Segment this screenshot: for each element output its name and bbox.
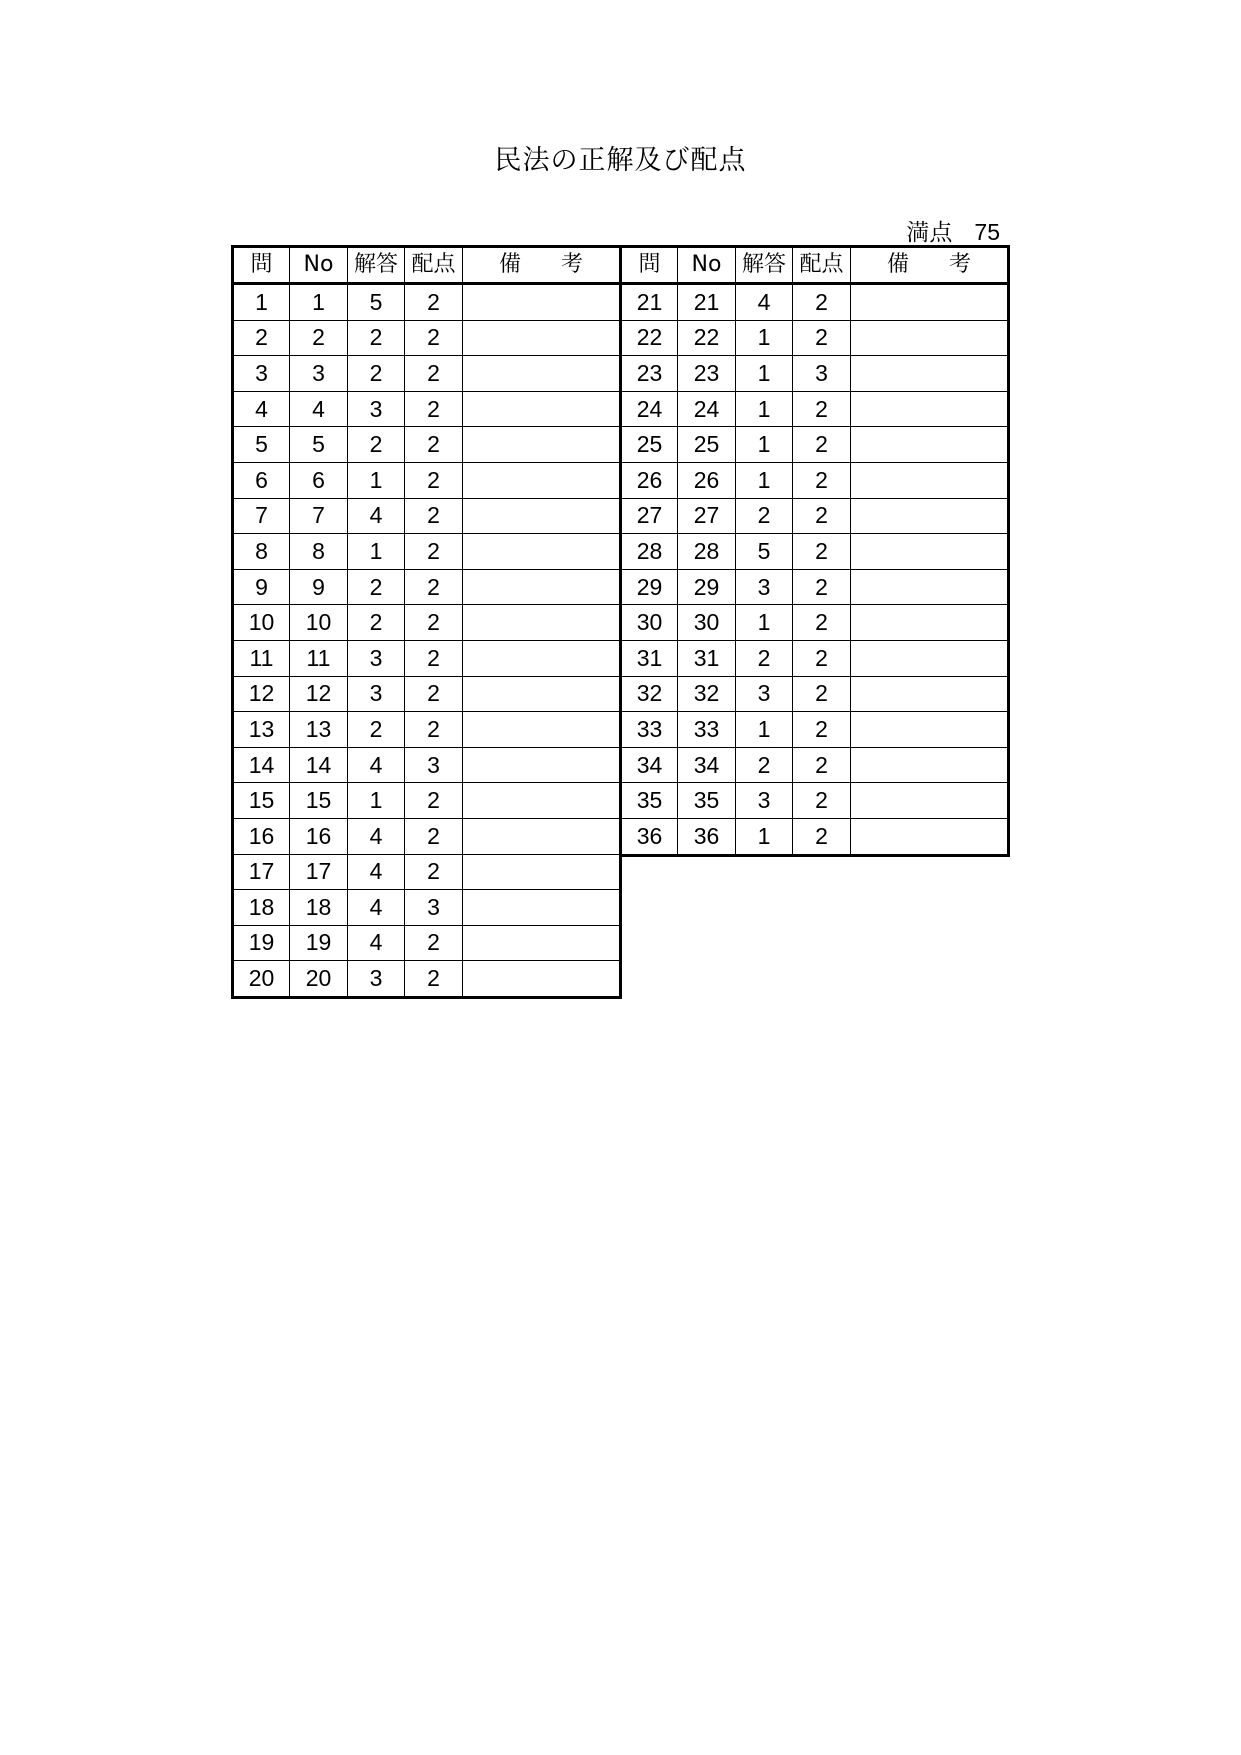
cell-points: 2 (793, 676, 851, 712)
cell-remarks (851, 783, 1009, 819)
cell-remarks (463, 605, 621, 641)
cell-question: 18 (233, 890, 290, 926)
cell-question: 10 (233, 605, 290, 641)
cell-no: 17 (290, 854, 348, 890)
cell-answer: 2 (348, 712, 405, 748)
cell-no: 30 (678, 605, 736, 641)
table-row (621, 427, 1009, 463)
cell-points: 2 (405, 605, 463, 641)
cell-question: 28 (621, 534, 678, 570)
cell-question: 32 (621, 676, 678, 712)
table-row (233, 569, 621, 605)
cell-no: 1 (290, 284, 348, 321)
cell-question: 13 (233, 712, 290, 748)
table-row (233, 320, 621, 356)
cell-answer: 4 (348, 818, 405, 854)
cell-question: 33 (621, 712, 678, 748)
cell-answer: 1 (348, 783, 405, 819)
cell-points: 2 (405, 356, 463, 392)
header-question: 問 (233, 247, 290, 284)
header-no: No (678, 247, 736, 284)
cell-question: 31 (621, 640, 678, 676)
cell-points: 2 (405, 284, 463, 321)
table-row (621, 534, 1009, 570)
table-row (233, 605, 621, 641)
cell-answer: 1 (348, 462, 405, 498)
cell-answer: 1 (736, 462, 793, 498)
cell-no: 4 (290, 391, 348, 427)
cell-points: 2 (793, 783, 851, 819)
full-score-value: 75 (974, 219, 1000, 245)
cell-remarks (463, 391, 621, 427)
table-row (233, 640, 621, 676)
cell-question: 6 (233, 462, 290, 498)
cell-no: 26 (678, 462, 736, 498)
cell-answer: 2 (348, 320, 405, 356)
cell-points: 2 (405, 320, 463, 356)
cell-points: 2 (405, 391, 463, 427)
cell-answer: 3 (348, 961, 405, 998)
cell-no: 6 (290, 462, 348, 498)
cell-answer: 2 (348, 427, 405, 463)
cell-answer: 3 (736, 569, 793, 605)
cell-answer: 1 (736, 356, 793, 392)
cell-no: 11 (290, 640, 348, 676)
cell-question: 11 (233, 640, 290, 676)
cell-no: 15 (290, 783, 348, 819)
cell-question: 14 (233, 747, 290, 783)
cell-answer: 4 (348, 854, 405, 890)
table-row (621, 498, 1009, 534)
cell-no: 3 (290, 356, 348, 392)
cell-points: 2 (793, 498, 851, 534)
table-row (621, 783, 1009, 819)
cell-points: 2 (793, 569, 851, 605)
cell-points: 2 (793, 427, 851, 463)
cell-points: 2 (405, 427, 463, 463)
cell-answer: 1 (736, 818, 793, 855)
table-row (233, 356, 621, 392)
cell-answer: 1 (736, 712, 793, 748)
table-row (233, 534, 621, 570)
cell-question: 21 (621, 284, 678, 321)
cell-question: 15 (233, 783, 290, 819)
cell-question: 9 (233, 569, 290, 605)
cell-remarks (851, 818, 1009, 855)
cell-question: 27 (621, 498, 678, 534)
cell-answer: 4 (736, 284, 793, 321)
cell-remarks (851, 320, 1009, 356)
table-row (233, 391, 621, 427)
cell-answer: 4 (348, 890, 405, 926)
cell-answer: 1 (736, 320, 793, 356)
cell-remarks (851, 605, 1009, 641)
cell-points: 2 (793, 284, 851, 321)
table-row (233, 462, 621, 498)
cell-points: 2 (405, 961, 463, 998)
cell-remarks (463, 854, 621, 890)
table-row (621, 605, 1009, 641)
full-score (906, 214, 1000, 247)
cell-question: 24 (621, 391, 678, 427)
cell-remarks (463, 356, 621, 392)
table-row (621, 676, 1009, 712)
cell-remarks (463, 676, 621, 712)
cell-answer: 1 (736, 427, 793, 463)
table-row (233, 961, 621, 998)
table-row (621, 818, 1009, 855)
cell-remarks (463, 284, 621, 321)
cell-answer: 4 (348, 498, 405, 534)
cell-remarks (851, 427, 1009, 463)
cell-answer: 1 (348, 534, 405, 570)
cell-remarks (851, 640, 1009, 676)
cell-answer: 5 (348, 284, 405, 321)
table-header-row (233, 247, 621, 284)
cell-question: 12 (233, 676, 290, 712)
header-remarks (463, 247, 621, 284)
cell-no: 32 (678, 676, 736, 712)
table-row (621, 712, 1009, 748)
answer-table-left (231, 245, 622, 999)
table-row (621, 284, 1009, 321)
table-row (233, 676, 621, 712)
cell-remarks (463, 320, 621, 356)
cell-remarks (463, 462, 621, 498)
header-answer: 解答 (736, 247, 793, 284)
cell-remarks (851, 712, 1009, 748)
cell-no: 13 (290, 712, 348, 748)
cell-remarks (463, 818, 621, 854)
cell-points: 3 (405, 890, 463, 926)
cell-no: 19 (290, 925, 348, 961)
cell-points: 2 (793, 534, 851, 570)
cell-remarks (851, 284, 1009, 321)
cell-remarks (851, 676, 1009, 712)
cell-points: 2 (793, 605, 851, 641)
cell-remarks (463, 534, 621, 570)
table-row (233, 284, 621, 321)
cell-question: 7 (233, 498, 290, 534)
cell-question: 8 (233, 534, 290, 570)
cell-no: 25 (678, 427, 736, 463)
cell-points: 2 (405, 854, 463, 890)
answer-table-right (619, 245, 1010, 857)
cell-points: 2 (793, 640, 851, 676)
cell-points: 2 (405, 676, 463, 712)
cell-no: 34 (678, 747, 736, 783)
cell-remarks (463, 498, 621, 534)
cell-no: 36 (678, 818, 736, 855)
cell-question: 35 (621, 783, 678, 819)
header-points: 配点 (405, 247, 463, 284)
table-row (233, 818, 621, 854)
table-row (621, 640, 1009, 676)
table-header-row (621, 247, 1009, 284)
cell-answer: 2 (736, 747, 793, 783)
cell-question: 20 (233, 961, 290, 998)
header-question: 問 (621, 247, 678, 284)
cell-answer: 5 (736, 534, 793, 570)
cell-no: 7 (290, 498, 348, 534)
cell-question: 36 (621, 818, 678, 855)
cell-points: 2 (405, 925, 463, 961)
cell-question: 19 (233, 925, 290, 961)
cell-question: 34 (621, 747, 678, 783)
cell-answer: 3 (348, 676, 405, 712)
cell-question: 30 (621, 605, 678, 641)
cell-points: 2 (793, 462, 851, 498)
cell-points: 2 (793, 320, 851, 356)
cell-answer: 2 (348, 605, 405, 641)
cell-answer: 1 (736, 605, 793, 641)
table-row (233, 427, 621, 463)
cell-points: 2 (405, 569, 463, 605)
header-points: 配点 (793, 247, 851, 284)
cell-answer: 3 (348, 640, 405, 676)
cell-points: 2 (405, 640, 463, 676)
cell-points: 2 (793, 747, 851, 783)
cell-no: 16 (290, 818, 348, 854)
cell-remarks (463, 961, 621, 998)
cell-points: 3 (793, 356, 851, 392)
cell-question: 17 (233, 854, 290, 890)
cell-remarks (463, 427, 621, 463)
cell-question: 23 (621, 356, 678, 392)
table-row (621, 569, 1009, 605)
cell-no: 22 (678, 320, 736, 356)
header-remarks (851, 247, 1009, 284)
table-row (233, 925, 621, 961)
cell-question: 16 (233, 818, 290, 854)
table-row (233, 890, 621, 926)
cell-no: 8 (290, 534, 348, 570)
cell-answer: 3 (736, 676, 793, 712)
table-row (621, 391, 1009, 427)
cell-question: 5 (233, 427, 290, 463)
cell-question: 29 (621, 569, 678, 605)
cell-remarks (463, 640, 621, 676)
table-row (233, 747, 621, 783)
cell-no: 28 (678, 534, 736, 570)
table-row (233, 854, 621, 890)
cell-question: 22 (621, 320, 678, 356)
cell-points: 2 (405, 462, 463, 498)
header-no: No (290, 247, 348, 284)
cell-answer: 4 (348, 747, 405, 783)
cell-answer: 2 (348, 569, 405, 605)
header-remarks-1: 備 (886, 252, 909, 277)
cell-points: 2 (793, 391, 851, 427)
cell-no: 31 (678, 640, 736, 676)
cell-remarks (851, 534, 1009, 570)
table-row (621, 462, 1009, 498)
cell-remarks (463, 712, 621, 748)
cell-question: 4 (233, 391, 290, 427)
cell-points: 2 (405, 498, 463, 534)
cell-answer: 3 (736, 783, 793, 819)
cell-points: 2 (405, 818, 463, 854)
cell-remarks (851, 569, 1009, 605)
cell-no: 20 (290, 961, 348, 998)
cell-answer: 2 (736, 640, 793, 676)
cell-remarks (463, 747, 621, 783)
cell-no: 21 (678, 284, 736, 321)
cell-answer: 4 (348, 925, 405, 961)
cell-remarks (463, 783, 621, 819)
cell-points: 2 (793, 818, 851, 855)
header-remarks-2: 考 (561, 252, 584, 277)
cell-no: 27 (678, 498, 736, 534)
cell-remarks (851, 747, 1009, 783)
cell-points: 2 (405, 712, 463, 748)
cell-answer: 3 (348, 391, 405, 427)
cell-question: 2 (233, 320, 290, 356)
cell-points: 3 (405, 747, 463, 783)
cell-no: 24 (678, 391, 736, 427)
table-row (621, 356, 1009, 392)
cell-remarks (463, 569, 621, 605)
header-answer: 解答 (348, 247, 405, 284)
page-title: 民法の正解及び配点 (494, 145, 747, 176)
cell-remarks (463, 925, 621, 961)
table-row (621, 747, 1009, 783)
cell-question: 25 (621, 427, 678, 463)
cell-no: 9 (290, 569, 348, 605)
cell-remarks (851, 498, 1009, 534)
table-row (621, 320, 1009, 356)
cell-no: 23 (678, 356, 736, 392)
cell-no: 14 (290, 747, 348, 783)
cell-answer: 2 (348, 356, 405, 392)
cell-question: 1 (233, 284, 290, 321)
cell-remarks (851, 391, 1009, 427)
table-row (233, 498, 621, 534)
cell-no: 5 (290, 427, 348, 463)
table-row (233, 783, 621, 819)
cell-no: 33 (678, 712, 736, 748)
table-row (233, 712, 621, 748)
cell-no: 35 (678, 783, 736, 819)
cell-remarks (851, 462, 1009, 498)
cell-remarks (463, 890, 621, 926)
cell-points: 2 (793, 712, 851, 748)
cell-no: 29 (678, 569, 736, 605)
cell-no: 10 (290, 605, 348, 641)
cell-answer: 2 (736, 498, 793, 534)
cell-points: 2 (405, 783, 463, 819)
cell-no: 18 (290, 890, 348, 926)
header-remarks-2: 考 (949, 252, 972, 277)
cell-no: 2 (290, 320, 348, 356)
cell-question: 26 (621, 462, 678, 498)
cell-question: 3 (233, 356, 290, 392)
full-score-label: 満点 (906, 219, 953, 245)
cell-answer: 1 (736, 391, 793, 427)
header-remarks-1: 備 (498, 252, 521, 277)
cell-no: 12 (290, 676, 348, 712)
cell-remarks (851, 356, 1009, 392)
cell-points: 2 (405, 534, 463, 570)
